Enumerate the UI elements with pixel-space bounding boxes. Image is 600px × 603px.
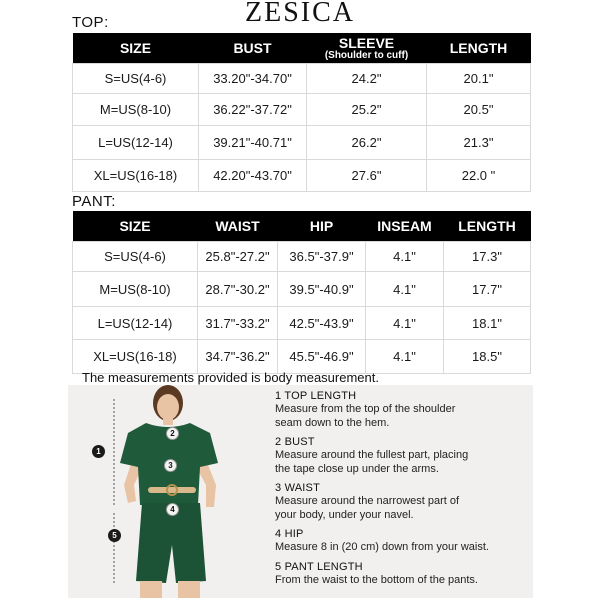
measurement-guide (68, 385, 533, 598)
table-cell: 25.8"-27.2" (198, 242, 278, 272)
table-cell: S=US(4-6) (73, 64, 199, 94)
model-illustration (88, 385, 268, 598)
table-cell: 33.20"-34.70" (199, 64, 307, 94)
top-header-row (73, 33, 531, 64)
marker-waist: 3 (164, 459, 177, 472)
table-cell: L=US(12-14) (73, 307, 198, 340)
pant-header-row (73, 211, 531, 242)
table-cell: XL=US(16-18) (73, 160, 199, 192)
step-desc-line: From the waist to the bottom of the pants. (275, 573, 478, 586)
table-row (73, 94, 531, 126)
marker-pant-length: 5 (108, 529, 121, 542)
table-cell: 4.1" (366, 272, 444, 307)
table-cell: 21.3" (427, 126, 531, 160)
table-cell: 26.2" (307, 126, 427, 160)
model-figure (88, 385, 268, 598)
pant-header-length: LENGTH (444, 211, 531, 242)
table-cell: 17.7" (444, 272, 531, 307)
top-size-table (72, 33, 531, 192)
pant-header-size: SIZE (73, 211, 198, 242)
marker-hip: 4 (166, 503, 179, 516)
step-title: 1 TOP LENGTH (275, 390, 357, 402)
table-cell: 25.2" (307, 94, 427, 126)
table-cell: 45.5"-46.9" (278, 340, 366, 374)
table-cell: XL=US(16-18) (73, 340, 198, 374)
table-cell: 39.5"-40.9" (278, 272, 366, 307)
top-header-sleeve (307, 33, 427, 64)
table-cell: 17.3" (444, 242, 531, 272)
table-cell: 18.1" (444, 307, 531, 340)
marker-top-length: 1 (92, 445, 105, 458)
table-cell: 27.6" (307, 160, 427, 192)
step-desc-line: the tape close up under the arms. (275, 462, 439, 475)
table-cell: 28.7"-30.2" (198, 272, 278, 307)
measurement-note: The measurements provided is body measurement. (82, 370, 379, 385)
table-row (73, 340, 531, 374)
step-bust (275, 436, 530, 476)
step-title: 3 WAIST (275, 482, 320, 494)
top-section-label: TOP: (72, 14, 109, 31)
table-cell: 36.22"-37.72" (199, 94, 307, 126)
table-cell: 42.20"-43.70" (199, 160, 307, 192)
step-title: 2 BUST (275, 436, 315, 448)
table-row (73, 126, 531, 160)
model-face (157, 394, 179, 420)
step-desc-line: Measure 8 in (20 cm) down from your waist. (275, 541, 489, 553)
table-cell: 4.1" (366, 242, 444, 272)
table-cell: 42.5"-43.9" (278, 307, 366, 340)
table-cell: S=US(4-6) (73, 242, 198, 272)
table-row (73, 64, 531, 94)
table-cell: 39.21"-40.71" (199, 126, 307, 160)
step-title: 4 HIP (275, 528, 304, 540)
table-cell: M=US(8-10) (73, 94, 199, 126)
model-neck (163, 417, 173, 425)
table-cell: 4.1" (366, 307, 444, 340)
top-header-size: SIZE (73, 33, 199, 64)
table-row (73, 242, 531, 272)
table-cell: 36.5"-37.9" (278, 242, 366, 272)
table-row (73, 160, 531, 192)
table-cell: 24.2" (307, 64, 427, 94)
pant-header-hip: HIP (278, 211, 366, 242)
marker-bust: 2 (166, 427, 179, 440)
step-hip (275, 528, 530, 555)
model-left-leg (140, 581, 162, 598)
model-belt (148, 487, 196, 493)
step-desc-line: your body, under your navel. (275, 508, 414, 521)
model-right-leg (178, 581, 200, 598)
step-desc-line: seam down to the hem. (275, 416, 390, 429)
brand-logo: ZESICA (245, 0, 355, 28)
table-row (73, 307, 531, 340)
step-desc-line: Measure around the fullest part, placing (275, 449, 469, 461)
top-header-sleeve-sub: (Shoulder to cuff) (324, 49, 409, 61)
pant-section-label: PANT: (72, 193, 116, 210)
step-desc-line: Measure around the narrowest part of (275, 495, 460, 507)
step-waist (275, 482, 530, 522)
table-cell: 22.0 " (427, 160, 531, 192)
table-cell: M=US(8-10) (73, 272, 198, 307)
step-top-length (275, 390, 530, 430)
table-cell: 20.1" (427, 64, 531, 94)
table-cell: 4.1" (366, 340, 444, 374)
table-cell: 20.5" (427, 94, 531, 126)
table-row (73, 272, 531, 307)
table-cell: L=US(12-14) (73, 126, 199, 160)
table-cell: 31.7"-33.2" (198, 307, 278, 340)
step-pant-length (275, 561, 530, 588)
top-header-length: LENGTH (427, 33, 531, 64)
pant-size-table (72, 211, 531, 374)
step-title: 5 PANT LENGTH (275, 560, 363, 573)
table-cell: 34.7"-36.2" (198, 340, 278, 374)
top-header-bust: BUST (199, 33, 307, 64)
pant-header-inseam: INSEAM (366, 211, 444, 242)
step-desc-line: Measure from the top of the shoulder (275, 403, 456, 415)
table-cell: 18.5" (444, 340, 531, 374)
top-header-sleeve-label: SLEEVE (338, 34, 395, 51)
pant-header-waist: WAIST (198, 211, 278, 242)
measurement-steps (275, 390, 530, 593)
